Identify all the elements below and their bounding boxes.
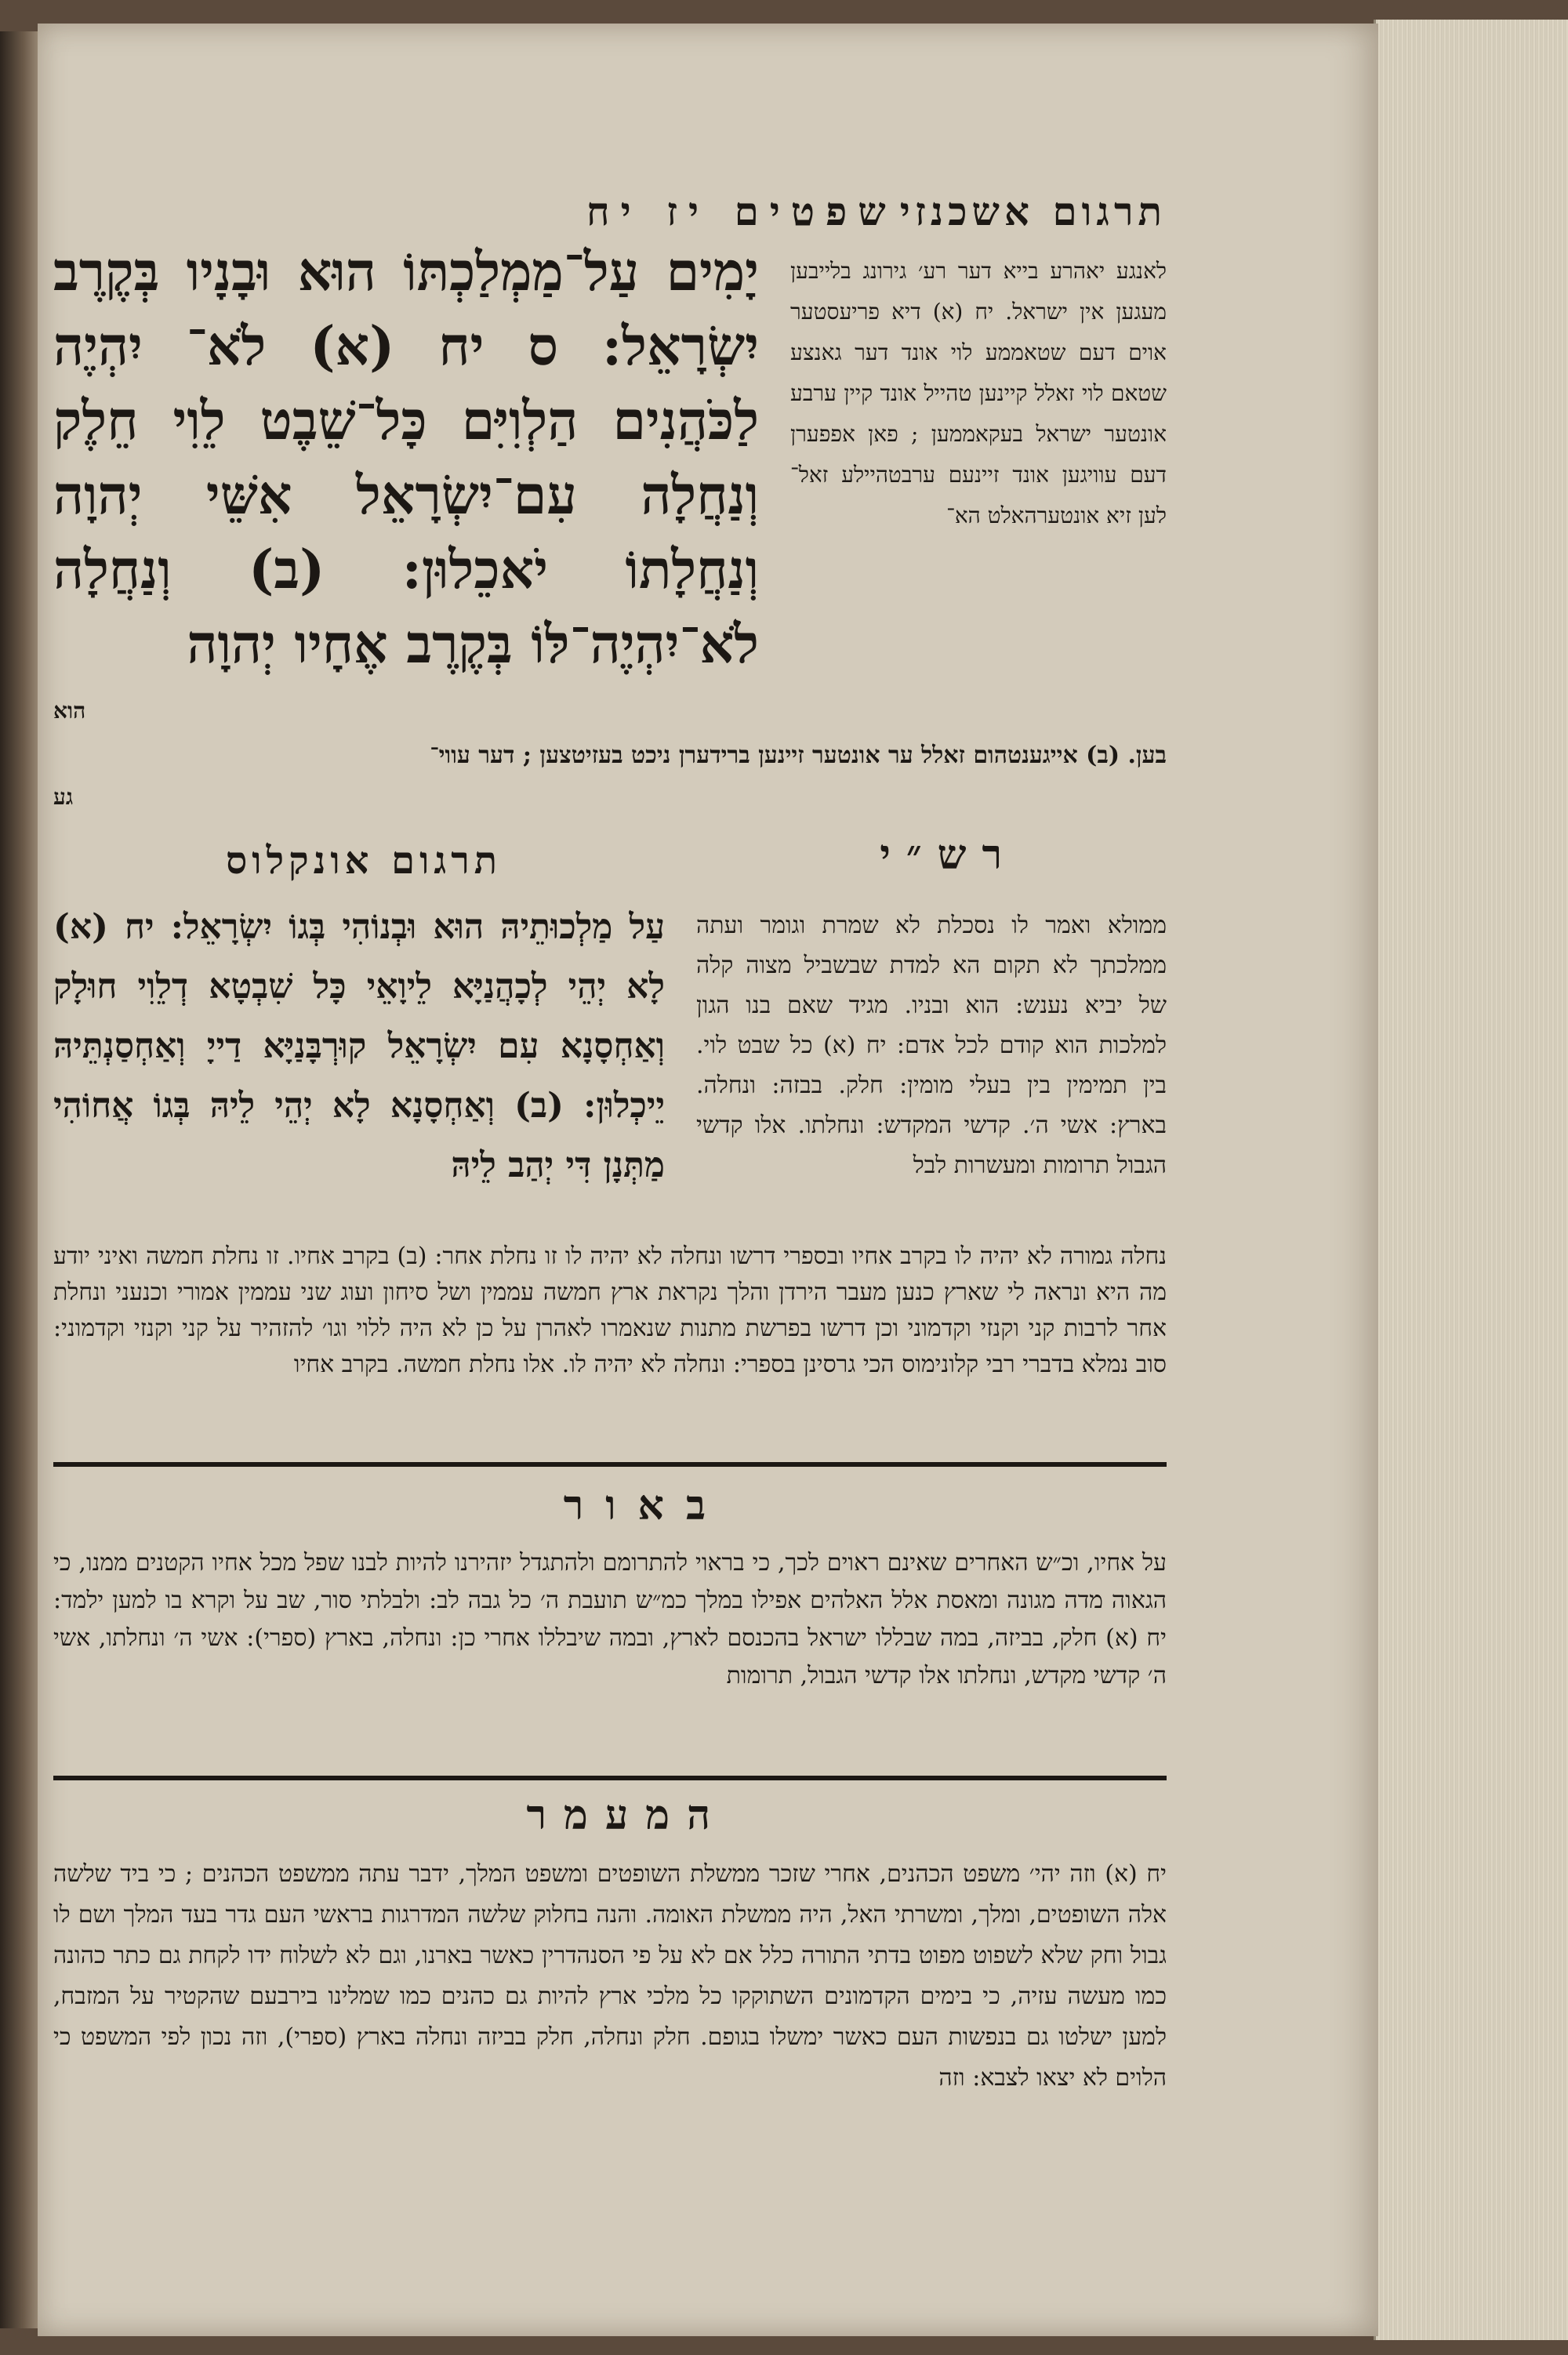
yiddish-continuation: בען. (ב) אייגענטהום זאלל ער אונטער זיינען ברידערן ניכט בעזיטצען ; דער עווי־ xyxy=(430,742,1167,769)
rashi-full-width-text: נחלה גמורה לא יהיה לו בקרב אחיו ובספרי דרשו ונחלה לא יהיה לו זו נחלת אחר: (ב) בקרב אחיו. זו נחלת חמשה ואיני יודע מה היא ונראה לי שארץ כנען מעבר הירדן והלך נקראת ארץ חמשה עממין ושל סיחון ועוג שני עממין אמורי וכנעני ונחלת אחר לרבות קני וקנזי וקדמוני וכן דרשו בפרשת מתנות שנאמרו לאהרן על כן לא היה ללוי וגו׳ להזהיר על קני וקנזי וקדמוני: סוב נמלא בדברי רבי קלונימוס הכי גרסינן בספרי: ונחלה לא יהיה לו. אלו נחלת חמשה. בקרב אחיו xyxy=(53,1243,1167,1378)
rashi-title: רש״י xyxy=(880,831,1018,879)
meamer-text: יח (א) וזה יהי׳ משפט הכהנים, אחרי שזכר ממשלת השופטים ומשפט המלך, ידבר עתה ממשפט הכהנים ; כי ביד שלשה אלה השופטים, ומלך, ומשרתי האל, היה ממשלת האומה. והנה בחלוק שלשה המדרגות בראשי העם גדר בעד המלך ושם לו גבול וחק שלא לשפוט מפוט בדתי התורה כלל אם לא על פי הסנהדרין כאשר בארנו, וגם לא לשלוח ידו לקחת גם כתר כהונה כמו מעשה עזיה, כי בימים הקדמונים השתוקקו כל מלכי ארץ להיות גם כהנים כמו שמלינו בירבעם שהקטיר על המזבח, למען ישלטו גם בנפשות העם כאשר ימשלו בגופם. חלק ונחלה, חלק בביזה ונחלה בארץ (ספרי), וזה נכון לפי המשפט כי הלוים לא יצאו לצבא: וזה xyxy=(53,1860,1167,2092)
yiddish-translation: לאנגע יאהרע בייא דער רע׳ גירונג בלייבען מעגען אין ישראל. יח (א) דיא פריעסטער אוים דעם שטאממע לוי אונד דער גאנצע שטאם לוי זאלל קיינען טהייל אונד קיין ערבע אונטער ישראל בעקאממען ; פאן אפפערן דעם עוויגען אונד זיינעם ערבטהיילע זאל־ לען זיא אונטערהאלט הא־ xyxy=(790,258,1167,528)
meamer-title: המעמר xyxy=(526,1791,728,1839)
page-stack-edge xyxy=(1374,20,1568,2340)
header-targum-ashkenazi: תרגום אשכנזי xyxy=(899,188,1167,234)
book-spine-edge xyxy=(0,31,39,2328)
hebrew-torah-text: יָמִים עַל־מַמְלַכְתּוֹ הוּא וּבָנָיו בְּקֶרֶב יִשְׂרָאֵל: ס יח (א) לֹא־ יִהְיֶה לַכֹּהֲנִים הַלְוִיִּם כָּל־שֵׁבֶט לֵוִי חֵלֶק וְנַחֲלָה עִם־יִשְׂרָאֵל אִשֵּׁי יְהוָה וְנַחֲלָתוֹ יֹאכֵלוּן: (ב) וְנַחֲלָה לֹא־יִהְיֶה־לּוֹ בְּקֶרֶב אֶחָיו יְהוָה xyxy=(53,241,759,676)
onkelos-title: תרגום אונקלוס xyxy=(226,839,503,883)
biur-title: באור xyxy=(563,1482,728,1529)
header-chapter-ref: שפטים יז יח xyxy=(586,188,897,234)
book-page xyxy=(38,24,1378,2336)
onkelos-text: עַל מַלְכוּתֵיהּ הוּא וּבְנוֹהִי בְּגוֹ יִשְׂרָאֵל: יח (א) לָא יְהֵי לְכָהֲנַיָּא לֵיוָאֵי כָּל שִׁבְטָא דְלֵוִי חוּלָק וְאַחְסָנָא עִם יִשְׂרָאֵל קוּרְבָּנַיָּא דַייָ וְאַחְסַנְתֵּיהּ יֵיכְלוּן: (ב) וְאַחְסָנָא לָא יְהֵי לֵיהּ בְּגוֹ אֲחוֹהִי מַתְּנָן דִּי יְהַב לֵיהּ xyxy=(53,907,665,1185)
rashi-column-text: ממולא ואמר לו נסכלת לא שמרת וגומר ועתה ממלכתך לא תקום הא למדת שבשביל מצוה קלה של יביא נענש: הוא ובניו. מגיד שאם בנו הגון למלכות הוא קודם לכל אדם: יח (א) כל שבט לוי. בין תמימין בין בעלי מומין: חלק. בבזה: ונחלה. בארץ: אשי ה׳. קדשי המקדש: ונחלתו. אלו קדשי הגבול תרומות ומעשרות לבל xyxy=(696,912,1167,1179)
yiddish-catchword: גע xyxy=(53,784,74,810)
biur-text: על אחיו, וכ״ש האחרים שאינם ראוים לכך, כי בראוי להתרומם ולהתגדל יזהירנו להיות לבנו שפל מכל אחיו הקטנים ממנו, כי הגאוה מדה מגונה ומאסת אלל האלהים אפילו במלך כמ״ש תועבת ה׳ כל גבה לב: ולבלתי סור, שב על וקרא בו למען ילמד: יח (א) חלק, בביזה, במה שבללו ישראל בהכנסם לארץ, ובמה שיבללו אחרי כן: ונחלה, בארץ (ספרי): אשי ה׳ ונחלתו, אשי ה׳ קדשי מקדש, ונחלתו אלו קדשי הגבול, תרומות xyxy=(53,1549,1167,1689)
hebrew-catchword: הוא xyxy=(53,698,86,724)
section-divider xyxy=(53,1776,1167,1780)
section-divider xyxy=(53,1462,1167,1467)
